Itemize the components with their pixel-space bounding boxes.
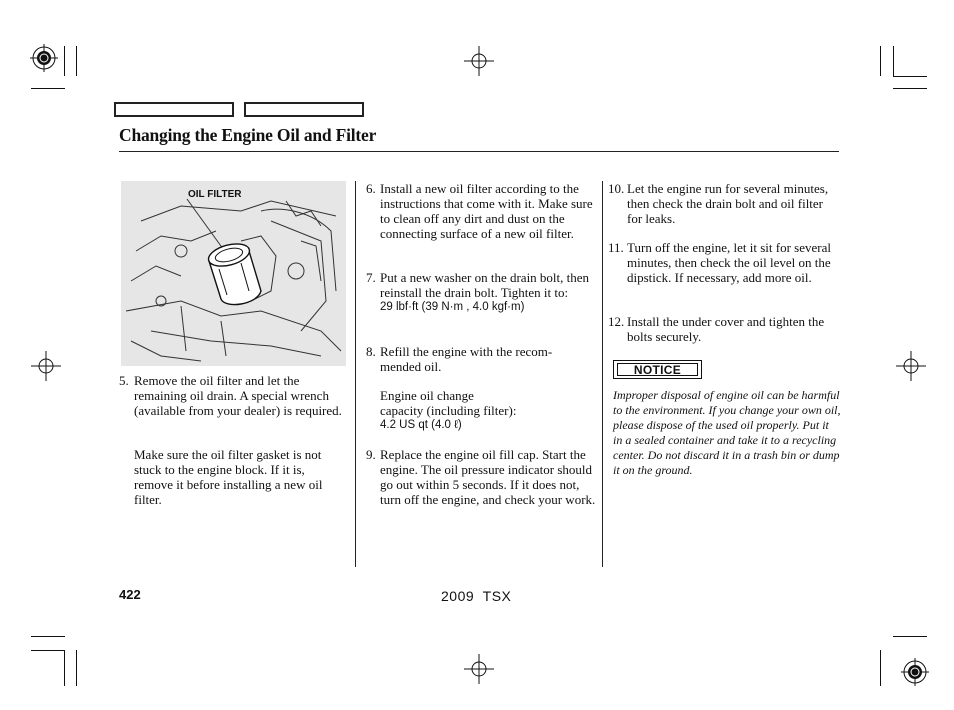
step-number: 11. bbox=[608, 240, 624, 255]
step-8 bbox=[366, 344, 598, 374]
step-text: Install the under cover and tighten the bolts securely. bbox=[627, 314, 825, 344]
step-11 bbox=[608, 240, 840, 285]
notice-text: Improper disposal of engine oil can be harmful to the environment. If you change your own oil, please dispose of the used oil properly. Put it in a sealed container and take it to a recycling center. Do not discard it in a trash bin or dump it on the ground. bbox=[613, 388, 841, 477]
crop-mark bbox=[76, 650, 77, 686]
step-9 bbox=[366, 447, 598, 507]
step-text: Replace the engine oil fill cap. Start the engine. The oil pressure indicator should go out within 5 seconds. If it does not, turn off the engine, and check your work. bbox=[380, 447, 596, 507]
capacity-label: Engine oil change capacity (including filter): bbox=[380, 388, 517, 418]
crosshair-icon bbox=[464, 46, 494, 76]
crop-mark bbox=[893, 76, 927, 77]
crosshair-icon bbox=[464, 654, 494, 684]
notice-label: NOTICE bbox=[617, 363, 698, 376]
capacity-spec: 4.2 US qt (4.0 ℓ) bbox=[380, 419, 462, 431]
crop-mark bbox=[893, 46, 894, 76]
torque-spec: 29 lbf·ft (39 N·m , 4.0 kgf·m) bbox=[380, 301, 525, 313]
title-rule bbox=[119, 151, 839, 152]
oil-capacity bbox=[380, 388, 598, 433]
step-number: 9. bbox=[366, 447, 376, 462]
model-label: 2009 TSX bbox=[441, 588, 512, 604]
crop-mark bbox=[893, 636, 927, 637]
step-text: Remove the oil filter and let the remaining oil drain. A special wrench (available from your dealer) is required. bbox=[134, 373, 342, 418]
page-title: Changing the Engine Oil and Filter bbox=[119, 125, 377, 145]
section-tab-box bbox=[244, 102, 364, 117]
column-divider bbox=[602, 181, 603, 567]
crop-mark bbox=[31, 88, 65, 89]
engine-drawing-icon bbox=[121, 181, 346, 366]
crop-mark bbox=[880, 46, 881, 76]
step-7 bbox=[366, 270, 598, 315]
step-number: 5. bbox=[119, 373, 129, 388]
step-5-note bbox=[134, 447, 345, 507]
registration-target-icon bbox=[28, 42, 60, 74]
step-6 bbox=[366, 181, 598, 241]
crop-mark bbox=[893, 88, 927, 89]
step-text: Put a new washer on the drain bolt, then reinstall the drain bolt. Tighten it to: bbox=[380, 270, 590, 300]
crop-mark bbox=[31, 636, 65, 637]
step-text: Make sure the oil filter gasket is not stuck to the engine block. If it is, remove it before installing a new oil filter. bbox=[134, 447, 323, 507]
step-text: Turn off the engine, let it sit for several minutes, then check the oil level on the dipstick. If necessary, add more oil. bbox=[627, 240, 831, 285]
crosshair-icon bbox=[896, 351, 926, 381]
step-5 bbox=[119, 373, 345, 418]
step-number: 8. bbox=[366, 344, 376, 359]
crosshair-icon bbox=[31, 351, 61, 381]
step-number: 12. bbox=[608, 314, 625, 329]
oil-filter-illustration bbox=[121, 181, 346, 366]
column-divider bbox=[355, 181, 356, 567]
step-number: 6. bbox=[366, 181, 376, 196]
step-10 bbox=[608, 181, 840, 226]
crop-mark bbox=[64, 650, 65, 686]
crop-mark bbox=[880, 650, 881, 686]
step-text: Let the engine run for several minutes, then check the drain bolt and oil filter for leaks. bbox=[627, 181, 829, 226]
step-text: Install a new oil filter according to the instructions that come with it. Make sure to clean off any dirt and dust on the connecting surface of a new oil filter. bbox=[380, 181, 593, 241]
step-number: 7. bbox=[366, 270, 376, 285]
notice-badge bbox=[613, 360, 702, 379]
step-12 bbox=[608, 314, 840, 344]
crop-mark bbox=[31, 650, 65, 651]
page-number: 422 bbox=[119, 587, 141, 602]
figure-label: OIL FILTER bbox=[188, 189, 242, 200]
step-number: 10. bbox=[608, 181, 625, 196]
crop-mark bbox=[64, 46, 65, 76]
crop-mark bbox=[76, 46, 77, 76]
section-tab-box bbox=[114, 102, 234, 117]
step-text: Refill the engine with the recom- mended oil. bbox=[380, 344, 553, 374]
registration-target-icon bbox=[899, 656, 931, 688]
